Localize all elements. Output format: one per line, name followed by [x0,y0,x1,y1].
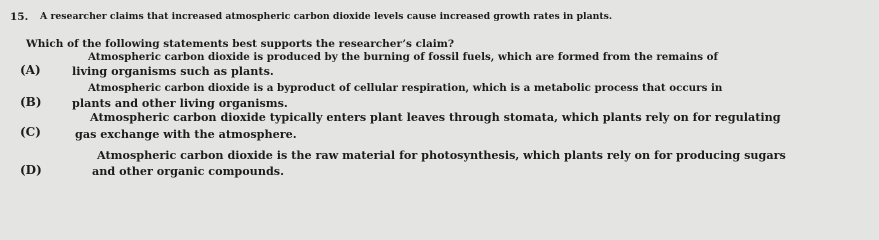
option-b-letter[interactable]: (B) [20,95,42,109]
option-c-line-1: Atmospheric carbon dioxide typically enters plant leaves through stomata, which plants rely on for regulating [90,110,781,124]
option-a-line-1: Atmospheric carbon dioxide is produced by the burning of fossil fuels, which are formed from the remains of [88,51,718,63]
question-prompt: Which of the following statements best supports the researcher’s claim? [26,38,455,50]
option-d-line-2: and other organic compounds. [92,164,284,178]
question-stem: A researcher claims that increased atmospheric carbon dioxide levels cause increased growth rates in plants. [40,11,613,22]
option-a-letter[interactable]: (A) [20,63,41,77]
option-b-line-2: plants and other living organisms. [72,96,288,110]
option-d-line-1: Atmospheric carbon dioxide is the raw material for photosynthesis, which plants rely on for producing sugars [97,148,786,162]
option-c-letter[interactable]: (C) [20,125,41,139]
option-b-line-1: Atmospheric carbon dioxide is a byproduct of cellular respiration, which is a metabolic process that occurs in [88,82,723,94]
question-number: 15. [10,11,29,23]
option-d-letter[interactable]: (D) [20,163,42,177]
option-a-line-2: living organisms such as plants. [72,64,274,78]
option-c-line-2: gas exchange with the atmosphere. [75,127,297,141]
